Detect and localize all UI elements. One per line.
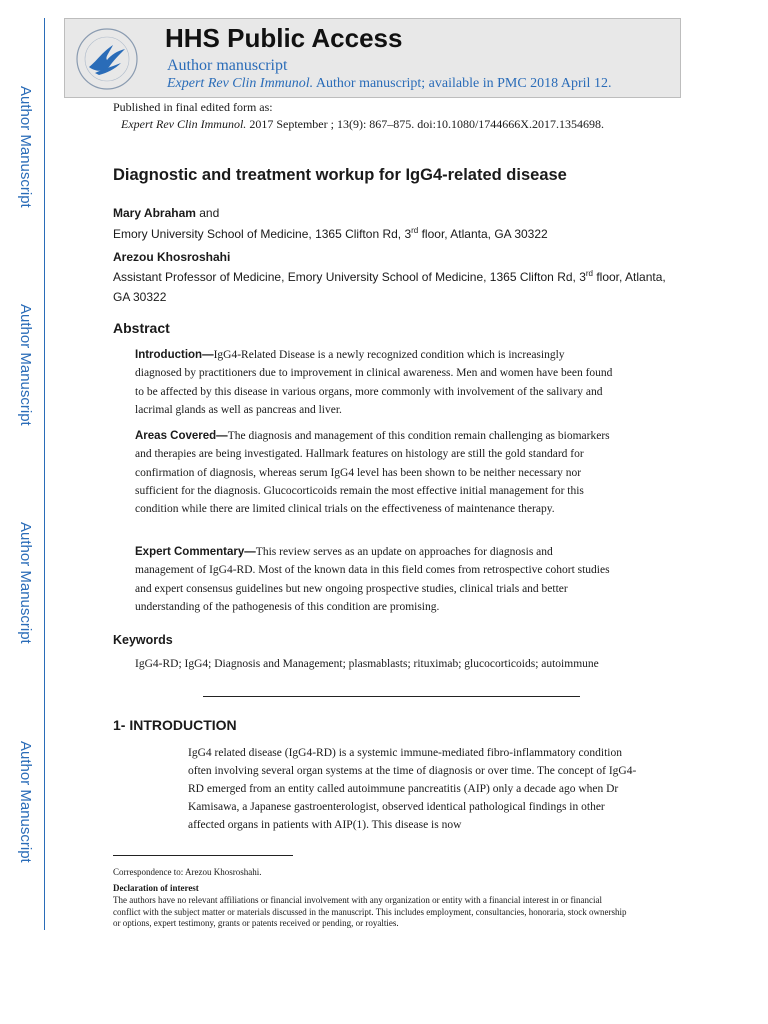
section-divider	[203, 696, 580, 697]
abstract-heading: Abstract	[113, 320, 170, 336]
author-affiliation: Emory University School of Medicine, 1365 Clifton Rd, 3rd floor, Atlanta, GA 30322	[113, 226, 548, 241]
hhs-header	[64, 18, 681, 98]
abstract-areas-covered: Areas Covered—The diagnosis and management of this condition remain challenging as biomarkers and therapies are being investigated. Hallmark features on histology are still the gold standard for confirmation of diagnosis, whereas serum IgG4 level has been shown to be neither necessary nor sufficient for the diagnosis. Glucocorticoids remain the most effective initial management for this condition while there are limited clinical trials on the effectiveness of maintenance therapy.	[135, 430, 610, 516]
keywords-heading: Keywords	[113, 633, 173, 647]
abstract-introduction: Introduction—IgG4-Related Disease is a newly recognized condition which is increasingly diagnosed by practitioners due to improvement in clinical awareness. Men and women have been found to be affected by this disease in various organs, more commonly with involvement of the salivary and lacrimal glands as well as pancreas and liver.	[135, 349, 613, 416]
introduction-paragraph: IgG4 related disease (IgG4-RD) is a systemic immune-mediated fibro-inflammatory condition often involving several organ systems at the time of diagnosis or over time. The concept of IgG4-RD emerged from an entity called autoimmune pancreatitis (AIP) only a decade ago when Dr Kamisawa, a Japanese gastroenterologist, observed identical pathological findings in other affected organs in patients with AIP(1). This disease is now	[188, 747, 637, 832]
declaration-heading: Declaration of interest	[113, 883, 199, 893]
margin-rule	[44, 18, 45, 930]
declaration-text: The authors have no relevant affiliations or financial involvement with any organization or entity with a financial interest in or financial conflict with the subject matter or materials discussed in the manuscript. This includes employment, consultancies, honoraria, stock ownership or options, expert testimony, grants or patents received or pending, or royalties.	[113, 895, 627, 929]
introduction-heading: 1- INTRODUCTION	[113, 717, 237, 733]
availability-line: Expert Rev Clin Immunol. Author manuscript; available in PMC 2018 April 12.	[167, 76, 612, 91]
manuscript-status: Author manuscript	[167, 57, 288, 74]
correspondence-note: Correspondence to: Arezou Khosroshahi.	[113, 867, 262, 877]
author-name: Arezou Khosroshahi	[113, 250, 231, 264]
footnote-divider	[113, 855, 293, 856]
keywords-list: IgG4-RD; IgG4; Diagnosis and Management; plasmablasts; rituximab; glucocorticoids; autoimmune	[135, 658, 599, 670]
citation: Expert Rev Clin Immunol. 2017 September ; 13(9): 867–875. doi:10.1080/1744666X.2017.1354698.	[121, 117, 604, 131]
hhs-eagle-logo-icon	[75, 27, 139, 91]
author-affiliation: Assistant Professor of Medicine, Emory University School of Medicine, 1365 Clifton Rd, 3rd floor, Atlanta, GA 30322	[113, 269, 666, 304]
hhs-title: HHS Public Access	[165, 23, 403, 53]
article-title: Diagnostic and treatment workup for IgG4-related disease	[113, 166, 567, 184]
abstract-expert-commentary: Expert Commentary—This review serves as an update on approaches for diagnosis and management of IgG4-RD. Most of the known data in this field comes from retrospective cohort studies and expert consensus guidelines but new ongoing prospective studies, clinical trials and better understanding of the pathogenesis of this condition are promising.	[135, 546, 610, 613]
published-label: Published in final edited form as:	[113, 100, 273, 114]
author-name: Mary Abraham and	[113, 206, 220, 220]
